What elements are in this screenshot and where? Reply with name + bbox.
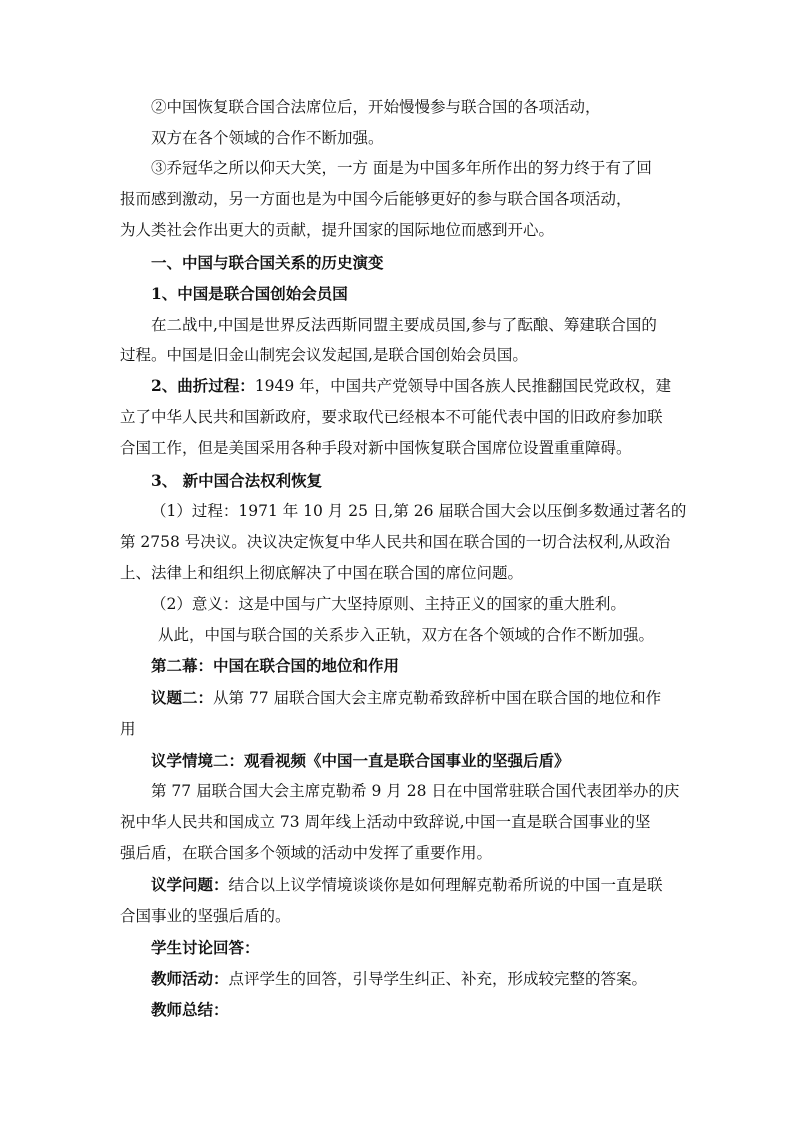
text-line-3: ③乔冠华之所以仰天大笑，一方 面是为中国多年所作出的努力终于有了回 bbox=[151, 159, 652, 177]
student-discussion-label: 学生讨论回答： bbox=[151, 938, 260, 957]
text-line-1: ②中国恢复联合国合法席位后，开始慢慢参与联合国的各项活动， bbox=[151, 98, 601, 116]
teacher-summary-label: 教师总结： bbox=[151, 1000, 229, 1019]
text-line-2: 双方在各个领域的合作不断加强。 bbox=[151, 129, 384, 147]
subheading-2: 2、曲折过程： bbox=[151, 376, 255, 395]
act-heading-2: 第二幕：中国在联合国的地位和作用 bbox=[151, 656, 400, 675]
text-line-27: 合国事业的坚强后盾的。 bbox=[120, 907, 291, 925]
subheading-3: 3、 新中国合法权利恢复 bbox=[151, 471, 323, 490]
text-line-16: 上、法律上和组织上彻底解决了中国在联合国的席位问题。 bbox=[120, 564, 524, 582]
subheading-1: 1、中国是联合国创始会员国 bbox=[151, 284, 348, 303]
text-line-26-body: 结合以上议学情境谈谈你是如何理解克勒希所说的中国一直是联 bbox=[228, 876, 663, 894]
text-line-15: 第 2758 号决议。决议决定恢复中华人民共和国在联合国的一切合法权利,从政治 bbox=[120, 533, 671, 551]
text-line-25: 强后盾，在联合国多个领域的活动中发挥了重要作用。 bbox=[120, 844, 493, 862]
text-line-17: （2）意义：这是中国与广大坚持原则、主持正义的国家的重大胜利。 bbox=[151, 595, 626, 613]
text-line-9: 过程。中国是旧金山制宪会议发起国,是联合国创始会员国。 bbox=[120, 346, 528, 364]
text-line-10 bbox=[151, 376, 711, 396]
topic-label: 议题二： bbox=[151, 688, 214, 707]
text-line-12: 合国工作，但是美国采用各种手段对新中国恢复联合国席位设置重重障碍。 bbox=[120, 439, 632, 457]
text-line-23: 第 77 届联合国大会主席克勒希 9 月 28 日在中国常驻联合国代表团举办的庆 bbox=[151, 782, 680, 800]
text-line-4: 报而感到激动，另一方面也是为中国今后能够更好的参与联合国各项活动， bbox=[120, 190, 632, 208]
text-line-20 bbox=[151, 688, 711, 708]
text-line-10-body: 1949 年，中国共产党领导中国各族人民推翻国民党政权，建 bbox=[254, 377, 672, 395]
text-line-26 bbox=[151, 875, 711, 895]
text-line-18: 从此，中国与联合国的关系步入正轨，双方在各个领域的合作不断加强。 bbox=[158, 626, 655, 644]
text-line-21: 用 bbox=[120, 720, 136, 738]
text-line-29-body: 点评学生的回答，引导学生纠正、补充，形成较完整的答案。 bbox=[228, 970, 648, 988]
text-line-5: 为人类社会作出更大的贡献，提升国家的国际地位而感到开心。 bbox=[120, 221, 555, 239]
section-heading-1: 一、中国与联合国关系的历史演变 bbox=[151, 253, 384, 272]
text-line-24: 祝中华人民共和国成立 73 周年线上活动中致辞说,中国一直是联合国事业的坚 bbox=[120, 813, 651, 831]
text-line-29 bbox=[151, 969, 711, 989]
text-line-8: 在二战中,中国是世界反法西斯同盟主要成员国,参与了酝酿、筹建联合国的 bbox=[151, 316, 657, 334]
text-line-14: （1）过程：1971 年 10 月 25 日,第 26 届联合国大会以压倒多数通过著名的 bbox=[151, 502, 687, 520]
question-label: 议学问题： bbox=[151, 875, 229, 894]
teacher-activity-label: 教师活动： bbox=[151, 969, 229, 988]
scenario-heading: 议学情境二：观看视频《中国一直是联合国事业的坚强后盾》 bbox=[151, 751, 570, 770]
text-line-20-body: 从第 77 届联合国大会主席克勒希致辞析中国在联合国的地位和作 bbox=[213, 689, 662, 707]
text-line-11: 立了中华人民共和国新政府，要求取代已经根本不可能代表中国的旧政府参加联 bbox=[120, 408, 663, 426]
